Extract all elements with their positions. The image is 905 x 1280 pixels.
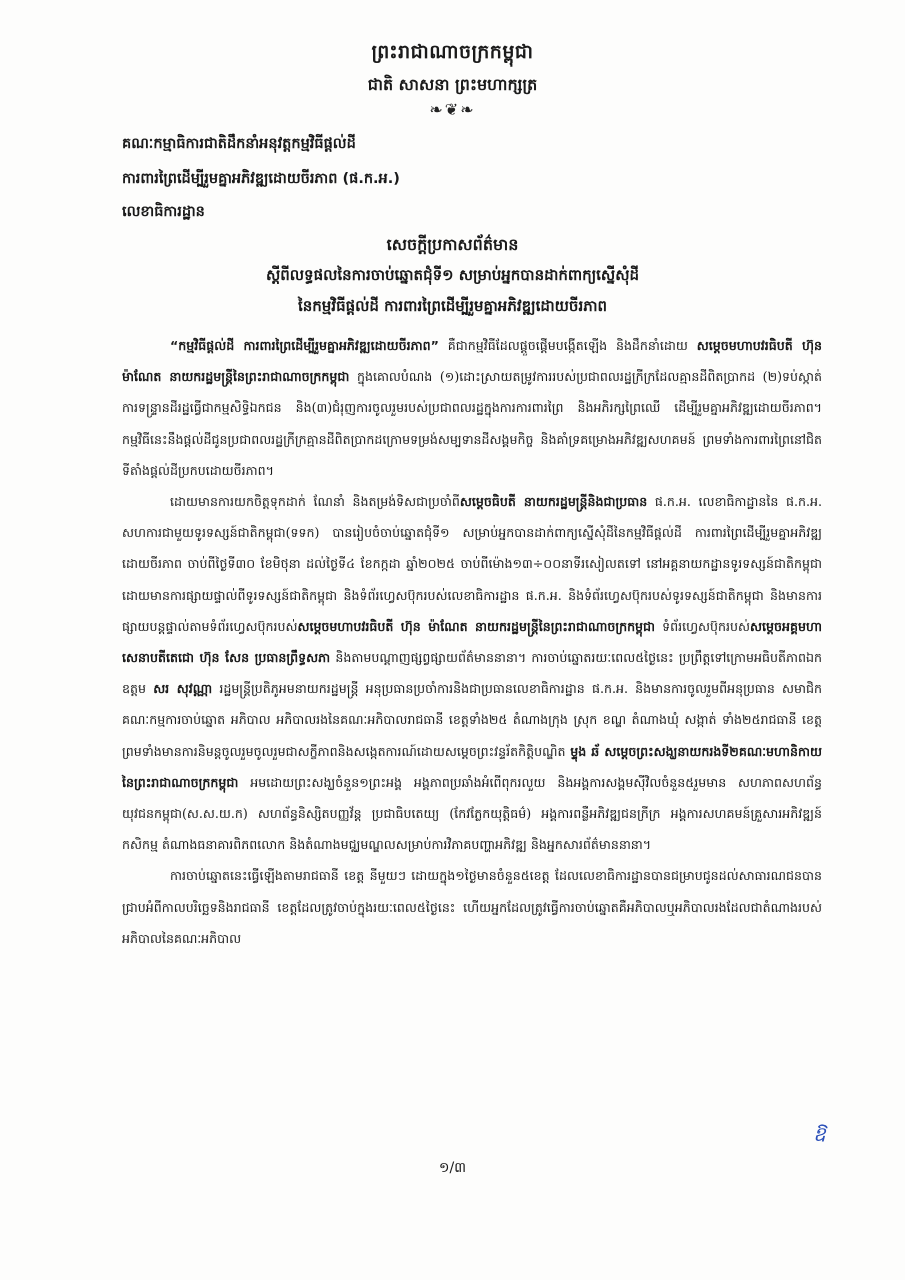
document-title: សេចក្តីប្រកាសព័ត៌មាន [386,235,519,254]
document-subtitle-1: ស្តីពីលទ្ធផលនៃការចាប់ឆ្នោតជុំទី១ សម្រាប់អ្នកបានដាក់ពាក្យស្នើសុំដី [265,266,640,284]
prime-minister-name: សម្តេចមហាបវរធិបតី ហ៊ុន ម៉ាណែត នាយករដ្ឋមន្ត្រីនៃព្រះរាជាណាចក្រកម្ពុជា [297,618,656,634]
paragraph-text: ក្នុងគោលបំណង (១)ដោះស្រាយតម្រូវការរបស់ប្រជាពលរដ្ឋក្រីក្រដែលគ្មានដីពិតប្រាកដ (២)ទប់ស្កាត់ការទន្ទ្រានដីរដ្ឋធ្វើជាកម្មសិទ្ធិឯកជន និង(៣)ជំរុញការចូលរួមរបស់ប្រជាពលរដ្ឋក្នុងការការពារព្រៃ និងអភិរក្សព្រៃឈើ ដើម្បីរួមគ្នាអភិវឌ្ឍដោយចីរភាព។ កម្មវិធីនេះនឹងផ្តល់ដីជូនប្រជាពលរដ្ឋក្រីក្រគ្មានដីពិតប្រាកដក្រោមទម្រង់សម្បទានដីសង្គមកិច្ច និងគាំទ្រគម្រោងអភិវឌ្ឍសហគមន៍ ព្រមទាំងការពារព្រៃនៅជិតទីតាំងផ្តល់ដីប្រកបដោយចីរភាព។ [122,369,822,478]
program-name: “កម្មវិធីផ្តល់ដី ការពារព្រៃដើម្បីរួមគ្នាអភិវឌ្ឍដោយចីរភាព” [170,338,439,353]
paragraph-text: ដោយមានការយកចិត្តទុកដាក់ ណែនាំ និងតម្រង់ទិសជាប្រចាំពី [170,494,460,510]
body-text [122,330,822,954]
paragraph-3 [122,860,822,954]
paragraph-2 [122,486,822,860]
prime-minister-name: សម្តេចមហាបវរធិបតី ហ៊ុន ម៉ាណែត នាយករដ្ឋមន្ត្រីនៃព្រះរាជាណាចក្រកម្ពុជា [122,338,822,385]
chairman-title: សម្តេចធិបតី នាយករដ្ឋមន្ត្រីនិងជាប្រធាន [459,494,648,510]
senate-president-name: សម្តេចអគ្គមហាសេនាបតីតេជោ ហ៊ុន សែន ប្រធានព្រឹទ្ធសភា [122,618,822,666]
monk-name: ម្ទុង ឆ័ សម្តេចព្រះសង្ឃនាយករងទី២គណៈមហានិកាយនៃព្រះរាជាណាចក្រកម្ពុជា [122,743,823,790]
paragraph-text: គឺជាកម្មវិធីដែលផ្តួចផ្តើមបង្កើតឡើង និងដឹកនាំដោយ [438,338,697,353]
national-motto: ជាតិ សាសនា ព្រះមហាក្សត្រ [367,75,538,94]
ornament-divider: ❧❦❧ [429,100,476,119]
page-number: ១/៣ [438,1160,467,1176]
paragraph-text: ផ.ក.អ. លេខាធិកាដ្ឋាននៃ ផ.ក.អ. សហការជាមួយទូរទស្សន៍ជាតិកម្ពុជា(ទទក) បានរៀបចំចាប់ឆ្នោតជុំទី១ សម្រាប់អ្នកបានដាក់ពាក្យស្នើសុំដីនៃកម្មវិធីផ្តល់ដី ការពារព្រៃដើម្បីរួមគ្នាអភិវឌ្ឍដោយចីរភាព ចាប់ពីថ្ងៃទី៣០ ខែមិថុនា ដល់ថ្ងៃទី៤ ខែកក្កដា ឆ្នាំ២០២៥ ចាប់ពីម៉ោង១៣÷០០នាទីរសៀលតទៅ នៅអគ្គនាយកដ្ឋានទូរទស្សន៍ជាតិកម្ពុជា ដោយមានការផ្សាយផ្ទាល់ពីទូរទស្សន៍ជាតិកម្ពុជា និងទំព័រហ្វេសប៊ុករបស់លេខាធិការដ្ឋាន ផ.ក.អ. និងទំព័រហ្វេសប៊ុករបស់ទូរទស្សន៍ជាតិកម្ពុជា និងមានការផ្សាយបន្តផ្ទាល់តាមទំព័រហ្វេសប៊ុករបស់ [122,494,822,634]
paragraph-text: រដ្ឋមន្ត្រីប្រតិភូអមនាយករដ្ឋមន្ត្រី អនុប្រធានប្រចាំការនិងជាប្រធានលេខាធិការដ្ឋាន ផ.ក.អ. និងមានការចូលរួមពីអនុប្រធាន សមាជិកគណៈកម្មការចាប់ឆ្នោត អភិបាល អភិបាលរងនៃគណៈអភិបាលរាជធានី ខេត្តទាំង២៥ តំណាងក្រុង ស្រុក ខណ្ឌ តំណាងឃុំ សង្កាត់ ទាំង២៥រាជធានី ខេត្ត ព្រមទាំងមានការនិមន្តចូលរួមចូលរួមជាសក្ខីភាពនិងសង្កេតការណ៍ដោយសម្តេចព្រះវន្ទរ័តកិត្តិបណ្ឌិត [122,681,822,759]
document-subtitle-2: នៃកម្មវិធីផ្តល់ដី ការពារព្រៃដើម្បីរួមគ្នាអភិវឌ្ឍដោយចីរភាព [297,297,608,315]
kingdom-heading: ព្រះរាជាណាចក្រកម្ពុជា [371,41,534,63]
handwritten-initial-mark: ឱ [813,1122,826,1146]
paragraph-1 [122,330,822,486]
issuer-secretariat: លេខាធិការដ្ឋាន [122,204,205,220]
paragraph-text: អមដោយព្រះសង្ឃចំនួន១ព្រះអង្គ អង្គភាពប្រឆាំងអំពើពុករលួយ និងអង្គការសង្គមស៊ីវិលចំនួន៥រួមមាន សហភាពសហព័ន្ធយុវជនកម្ពុជា(ស.ស.យ.ក) សហព័ន្ធនិស្សិតបញ្ញវ័ន្ត ប្រជាធិបតេយ្យ (កែវភ្លែកយុត្តិធម៌) អង្គការពន្លឺអភិវឌ្ឍជនក្រីក្រ អង្គការសហគមន៍គ្រួសារអភិវឌ្ឍន៍កសិកម្ម តំណាងធនាគារពិភពលោក និងតំណាងមជ្ឈមណ្ឌលសម្រាប់ការវិភាគបញ្ហាអភិវឌ្ឍ និងអ្នកសារព័ត៌មាននានា។ [122,774,822,853]
minister-name: សរ សុវណ្ណា [153,681,213,697]
paragraph-text: និងតាមបណ្តាញផ្សព្វផ្សាយព័ត៌មាននានា។ ការចាប់ឆ្នោតរយៈពេល៥ថ្ងៃនេះ ប្រព្រឹត្តទៅក្រោមអធិបតីភាពឯកឧត្តម [122,650,822,697]
issuer-program: ការពារព្រៃដើម្បីរួមគ្នាអភិវឌ្ឍដោយចីរភាព (ផ.ក.អ.) [122,171,400,187]
issuer-committee: គណៈកម្មាធិការជាតិដឹកនាំអនុវត្តកម្មវិធីផ្តល់ដី [122,136,356,152]
paragraph-text: ទំព័រហ្វេសប៊ុករបស់ [655,618,751,634]
paragraph-text: ការចាប់ឆ្នោតនេះធ្វើឡើងតាមរាជធានី ខេត្ត នីមួយៗ ដោយក្នុង១ថ្ងៃមានចំនួន៥ខេត្ត ដែលលេខាធិការដ្ឋានបានជម្រាបជូនដល់សាធារណជនបានជ្រាបអំពីកាលបរិច្ឆេទនិងរាជធានី ខេត្តដែលត្រូវចាប់ក្នុងរយៈពេល៥ថ្ងៃនេះ ហើយអ្នកដែលត្រូវធ្វើការចាប់ឆ្នោតគឺអភិបាលឬអភិបាលរងដែលជាតំណាងរបស់អភិបាលនៃគណៈអភិបាល [122,868,822,946]
